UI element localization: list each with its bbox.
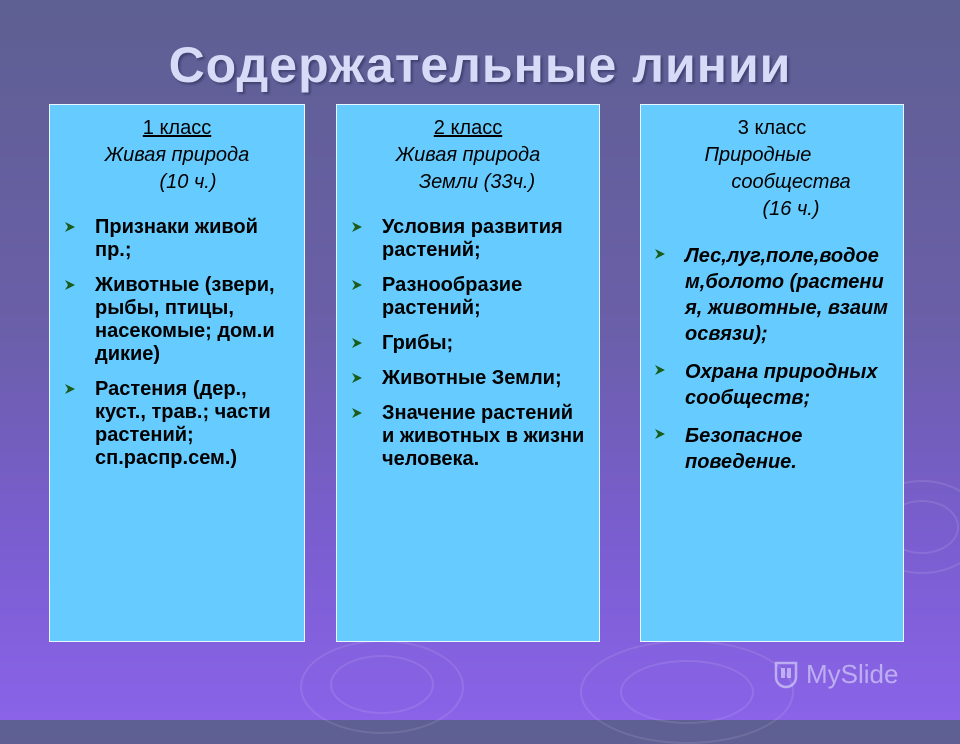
subject-line: Природные xyxy=(704,144,812,166)
slide-title: Содержательные линии xyxy=(168,37,792,93)
list-item: Грибы; xyxy=(382,332,589,355)
subject-line: (16 ч.) xyxy=(762,198,820,220)
list-item: Признаки живой пр.; xyxy=(95,216,294,262)
arrow-bullet-icon xyxy=(655,365,665,375)
arrow-bullet-icon xyxy=(65,280,75,290)
list-item: Разнообразие растений; xyxy=(382,274,589,320)
subject-line: (10 ч.) xyxy=(159,171,217,193)
list-item: Животные (звери, рыбы, птицы, насекомые; дом.и дикие) xyxy=(95,274,294,366)
list-item: Лес,луг,поле,водоем,болото (растения, животные, взаимосвязи); xyxy=(685,243,895,347)
arrow-bullet-icon xyxy=(352,373,362,383)
list-item: Условия развития растений; xyxy=(382,216,589,262)
decorative-swirl xyxy=(330,655,434,714)
subject-line: Земли (33ч.) xyxy=(418,171,536,193)
list-item: Растения (дер., куст., трав.; части растений; сп.распр.сем.) xyxy=(95,378,294,470)
column-card-grade-2 xyxy=(336,104,600,642)
arrow-bullet-icon xyxy=(352,222,362,232)
arrow-bullet-icon xyxy=(352,280,362,290)
grade-label: 2 класс xyxy=(433,117,503,139)
arrow-bullet-icon xyxy=(65,384,75,394)
column-card-grade-1 xyxy=(49,104,305,642)
arrow-bullet-icon xyxy=(655,429,665,439)
grade-label: 3 класс xyxy=(737,117,807,139)
grade-label: 1 класс xyxy=(142,117,212,139)
decorative-swirl xyxy=(620,660,754,724)
column-card-grade-3 xyxy=(640,104,904,642)
subject-line: Живая природа xyxy=(395,144,541,166)
list-item: Значение растений и животных в жизни человека. xyxy=(382,402,589,471)
subject-line: Живая природа xyxy=(104,144,250,166)
list-item: Безопасное поведение. xyxy=(685,423,895,475)
list-item: Охрана природных сообществ; xyxy=(685,359,895,411)
arrow-bullet-icon xyxy=(352,338,362,348)
arrow-bullet-icon xyxy=(65,222,75,232)
list-item: Животные Земли; xyxy=(382,367,589,390)
arrow-bullet-icon xyxy=(352,408,362,418)
myslide-logo-icon xyxy=(772,659,800,689)
arrow-bullet-icon xyxy=(655,249,665,259)
myslide-watermark xyxy=(772,656,898,692)
watermark-text: MySlide xyxy=(806,658,899,689)
subject-line: сообщества xyxy=(731,171,851,193)
